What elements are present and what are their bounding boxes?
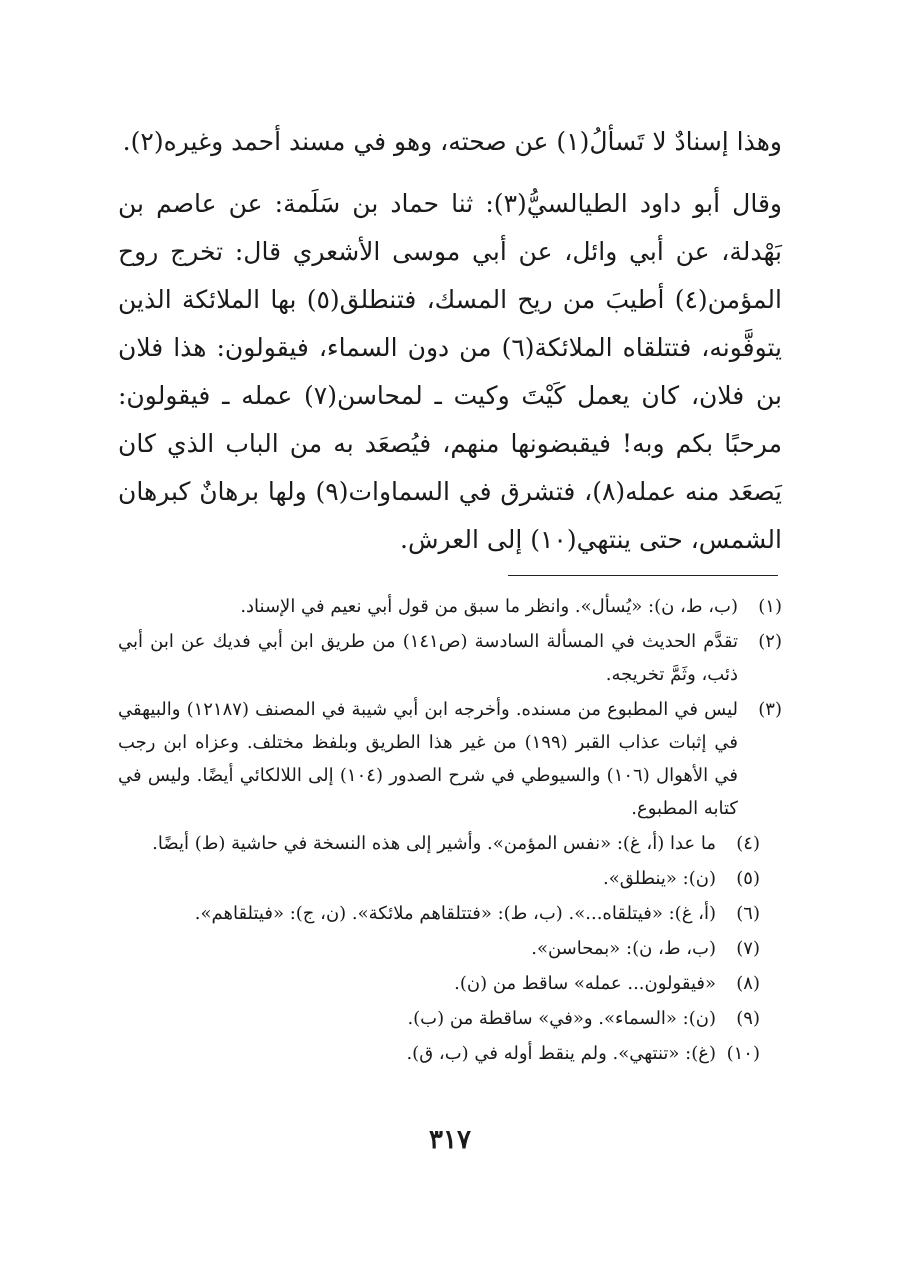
footnote-number: (٤) [736,833,760,854]
footnote-number: (٥) [736,868,760,889]
footnote-number: (١) [758,596,782,617]
footnote-9 [118,1002,782,1035]
footnote-text: ما عدا (أ، غ): «نفس المؤمن». وأشير إلى هذه النسخة في حاشية (ط) أيضًا. [152,833,716,854]
footnote-number: (١٠) [726,1043,760,1064]
footnote-text: (أ، غ): «فيتلقاه...». (ب، ط): «فتتلقاهم ملائكة». (ن، ج): «فيتلقاهم». [194,903,716,924]
footnote-text: (غ): «تنتهي». ولم ينقط أوله في (ب، ق). [406,1043,716,1064]
main-text-body [118,118,782,564]
footnote-number: (٧) [736,938,760,959]
footnote-text: ليس في المطبوع من مسنده. وأخرجه ابن أبي شيبة في المصنف (١٢١٨٧) والبيهقي في إثبات عذاب القبر (١٩٩) من غير هذا الطريق وبلفظ مختلف. وعزاه ابن رجب في الأهوال (١٠٦) والسيوطي في شرح الصدور (١٠٤) إلى اللالكائي أيضًا. وليس في كتابه المطبوع. [118,699,739,819]
footnote-text: (ب، ط، ن): «يُسأل». وانظر ما سبق من قول أبي نعيم في الإسناد. [240,596,738,617]
footnote-4 [118,827,782,860]
footnote-divider [508,575,778,576]
footnote-text: (ن): «ينطلق». [603,868,716,889]
footnote-number: (٩) [736,1008,760,1029]
footnote-2 [118,625,782,691]
footnote-3 [118,693,782,825]
footnote-8 [118,967,782,1000]
footnote-number: (٢) [758,631,782,652]
footnote-text: تقدَّم الحديث في المسألة السادسة (ص١٤١) من طريق ابن أبي فديك عن ابن أبي ذئب، وثَمَّ تخريجه. [118,631,739,685]
footnote-number: (٣) [758,699,782,720]
footnote-10 [118,1037,782,1070]
paragraph-2: وقال أبو داود الطيالسيُّ(٣): ثنا حماد بن سَلَمة: عن عاصم بن بَهْدلة، عن أبي وائل، عن أبي موسى الأشعري قال: تخرج روح المؤمن(٤) أطيبَ من ريح المسك، فتنطلق(٥) بها الملائكة الذين يتوفَّونه، فتتلقاه الملائكة(٦) من دون السماء، فيقولون: هذا فلان بن فلان، كان يعمل كَيْتَ وكيت ـ لمحاسن(٧) عمله ـ فيقولون: مرحبًا بكم وبه! فيقبضونها منهم، فيُصعَد به من الباب الذي كان يَصعَد منه عمله(٨)، فتشرق في السماوات(٩) ولها برهانٌ كبرهان الشمس، حتى ينتهي(١٠) إلى العرش. [118,189,783,554]
footnote-7 [118,932,782,965]
page-number: ٣١٧ [429,1125,471,1155]
footnote-6 [118,897,782,930]
footnote-number: (٦) [736,903,760,924]
footnote-5 [118,862,782,895]
footnotes-section [118,590,782,1072]
paragraph-1: وهذا إسنادٌ لا تَسألُ(١) عن صحته، وهو في مسند أحمد وغيره(٢). [122,127,782,156]
footnote-text: (ن): «السماء». و«في» ساقطة من (ب). [407,1008,716,1029]
footnote-number: (٨) [736,973,760,994]
footnote-1 [118,590,782,623]
footnote-text: (ب، ط، ن): «بمحاسن». [531,938,716,959]
footnote-text: «فيقولون... عمله» ساقط من (ن). [454,973,716,994]
